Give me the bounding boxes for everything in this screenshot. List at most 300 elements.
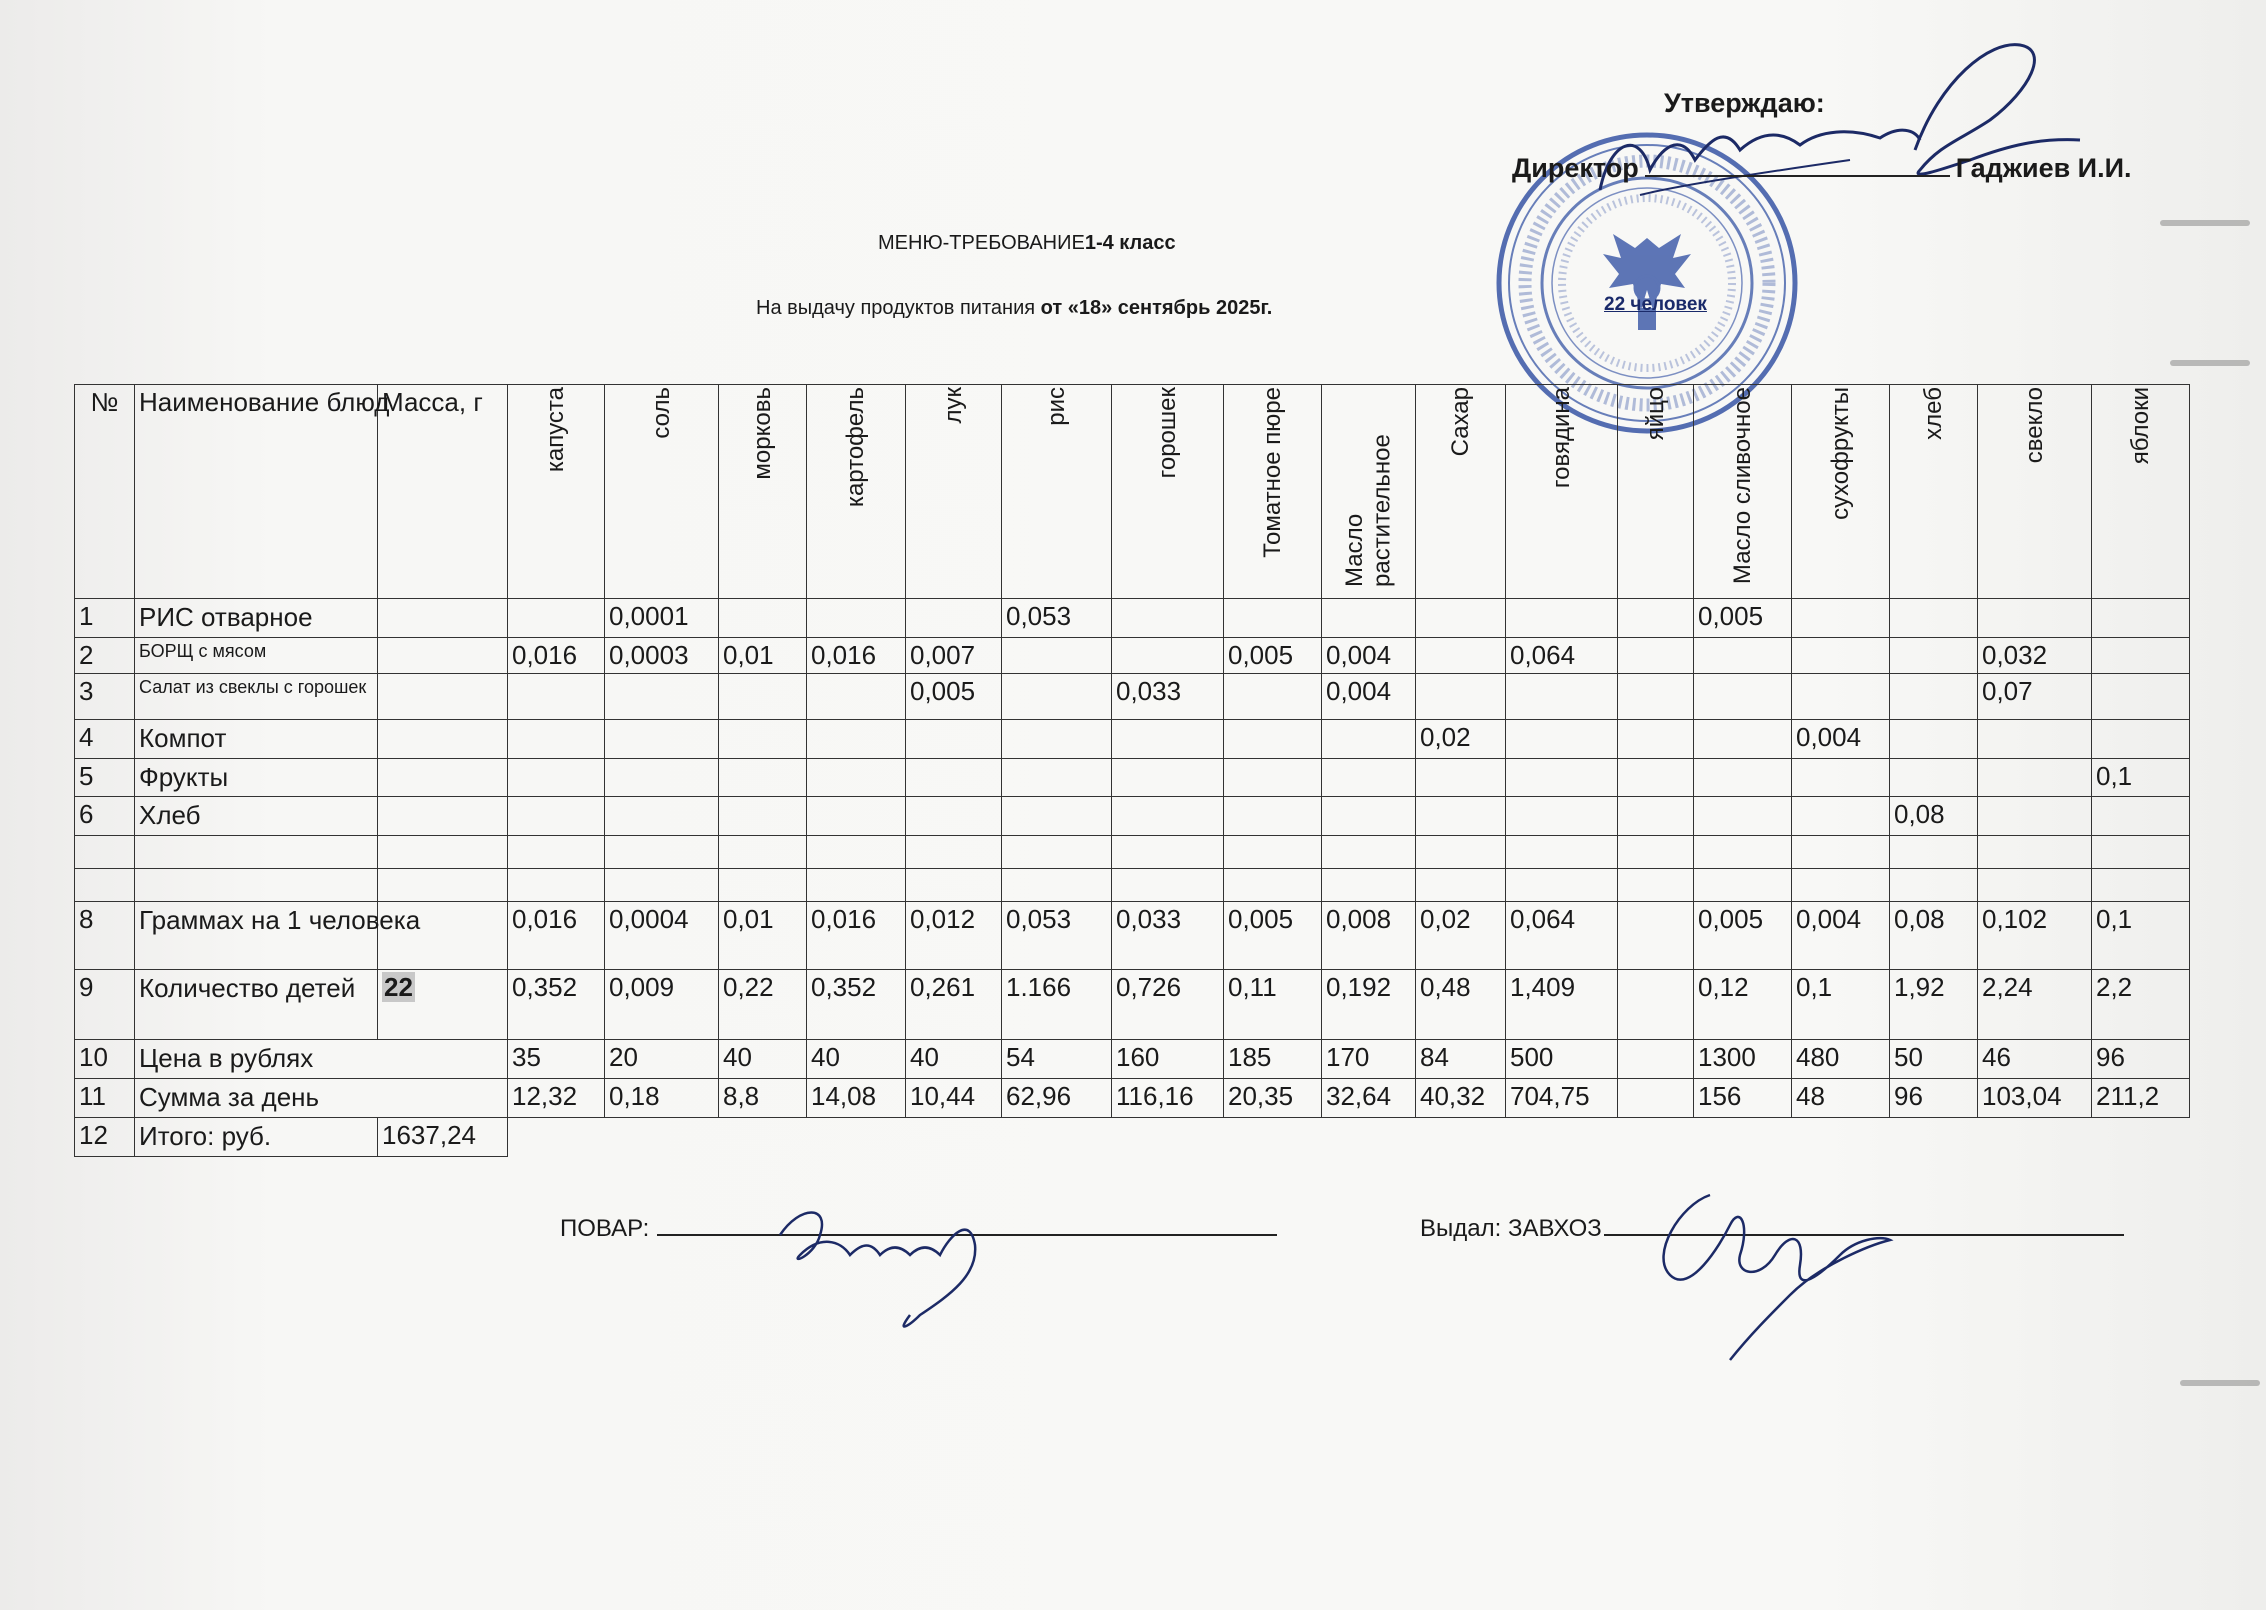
quantity-cell: [1618, 719, 1694, 758]
children-count: 22: [384, 972, 413, 1003]
quantity-cell: [1322, 758, 1416, 797]
quantity-cell: [807, 599, 906, 638]
amount-cell: 48: [1792, 1078, 1890, 1117]
quantity-cell: 0,08: [1890, 797, 1978, 836]
quantity-cell: 1.166: [1002, 970, 1112, 1040]
quantity-cell: [1694, 869, 1792, 902]
quantity-cell: [1618, 673, 1694, 719]
quantity-cell: [1694, 836, 1792, 869]
product-header-label: Томатное пюре: [1258, 387, 1286, 558]
product-header: [1224, 385, 1322, 599]
quantity-cell: [605, 673, 719, 719]
quantity-cell: 0,053: [1002, 902, 1112, 970]
product-header-label: капуста: [542, 387, 570, 473]
quantity-cell: [719, 797, 807, 836]
quantity-cell: [1322, 836, 1416, 869]
quantity-cell: [906, 836, 1002, 869]
quantity-cell: 0,064: [1506, 637, 1618, 673]
quantity-cell: [1890, 599, 1978, 638]
quantity-cell: [2092, 797, 2190, 836]
title-prefix: МЕНЮ-ТРЕБОВАНИЕ: [878, 232, 1085, 254]
quantity-cell: [1002, 673, 1112, 719]
quantity-cell: [807, 869, 906, 902]
mass-cell: [378, 673, 508, 719]
product-header: [1416, 385, 1506, 599]
row-label: Сумма за день: [135, 1078, 508, 1117]
price-row: [75, 1040, 2190, 1079]
quantity-cell: [1694, 719, 1792, 758]
quantity-cell: [1416, 637, 1506, 673]
amount-cell: 84: [1416, 1040, 1506, 1079]
mass-cell: [378, 970, 508, 1040]
amount-cell: 116,16: [1112, 1078, 1224, 1117]
quantity-cell: [1694, 673, 1792, 719]
quantity-cell: 0,07: [1978, 673, 2092, 719]
quantity-cell: [1890, 637, 1978, 673]
quantity-cell: [1890, 758, 1978, 797]
quantity-cell: [1618, 836, 1694, 869]
quantity-cell: [1792, 637, 1890, 673]
dish-name: [135, 869, 378, 902]
product-header: [1618, 385, 1694, 599]
amount-cell: 170: [1322, 1040, 1416, 1079]
table-row: [75, 758, 2190, 797]
row-number: 3: [75, 673, 135, 719]
quantity-cell: [1112, 869, 1224, 902]
people-count: 22 человек: [1604, 294, 1707, 315]
mass-cell: [378, 719, 508, 758]
product-header: [1792, 385, 1890, 599]
quantity-cell: [1506, 836, 1618, 869]
dish-name: Компот: [135, 719, 378, 758]
quantity-cell: [2092, 673, 2190, 719]
amount-cell: 1300: [1694, 1040, 1792, 1079]
scan-mark: [2180, 1380, 2260, 1386]
amount-cell: [1618, 1078, 1694, 1117]
sum-row: [75, 1078, 2190, 1117]
amount-cell: 50: [1890, 1040, 1978, 1079]
quantity-cell: 0,004: [1322, 673, 1416, 719]
amount-cell: 46: [1978, 1040, 2092, 1079]
amount-cell: 32,64: [1322, 1078, 1416, 1117]
row-number: 11: [75, 1078, 135, 1117]
quantity-cell: 0,02: [1416, 719, 1506, 758]
quantity-cell: [508, 599, 605, 638]
quantity-cell: 0,22: [719, 970, 807, 1040]
quantity-cell: [1322, 869, 1416, 902]
product-header-label: Масло растительное: [1340, 434, 1396, 587]
amount-cell: 40: [719, 1040, 807, 1079]
table-row: [75, 599, 2190, 638]
dish-name: Количество детей: [135, 970, 378, 1040]
amount-cell: 96: [2092, 1040, 2190, 1079]
quantity-cell: [2092, 599, 2190, 638]
quantity-cell: 0,005: [906, 673, 1002, 719]
total-value: 1637,24: [378, 1117, 508, 1156]
quantity-cell: 0,007: [906, 637, 1002, 673]
quantity-cell: [1322, 719, 1416, 758]
quantity-cell: [1224, 758, 1322, 797]
amount-cell: 20: [605, 1040, 719, 1079]
product-header: [1694, 385, 1792, 599]
quantity-cell: 0,01: [719, 637, 807, 673]
quantity-cell: [1002, 797, 1112, 836]
amount-cell: 40,32: [1416, 1078, 1506, 1117]
quantity-cell: [719, 599, 807, 638]
mass-cell: [378, 758, 508, 797]
quantity-cell: [1506, 719, 1618, 758]
amount-cell: 103,04: [1978, 1078, 2092, 1117]
quantity-cell: [1978, 758, 2092, 797]
quantity-cell: [2092, 836, 2190, 869]
table-row: [75, 869, 2190, 902]
quantity-cell: [1890, 673, 1978, 719]
amount-cell: 40: [906, 1040, 1002, 1079]
quantity-cell: 0,192: [1322, 970, 1416, 1040]
amount-cell: 20,35: [1224, 1078, 1322, 1117]
amount-cell: 96: [1890, 1078, 1978, 1117]
quantity-cell: [1416, 599, 1506, 638]
amount-cell: 160: [1112, 1040, 1224, 1079]
cook-signature: [770, 1195, 1000, 1345]
quantity-cell: [1224, 869, 1322, 902]
quantity-cell: [508, 797, 605, 836]
dish-name: Хлеб: [135, 797, 378, 836]
product-header: [719, 385, 807, 599]
quantity-cell: [906, 758, 1002, 797]
empty-area: [508, 1117, 2190, 1156]
quantity-cell: 0,005: [1694, 902, 1792, 970]
quantity-cell: 0,016: [508, 637, 605, 673]
quantity-cell: [1618, 637, 1694, 673]
quantity-cell: [1506, 869, 1618, 902]
dish-name: Граммах на 1 человека: [135, 902, 378, 970]
quantity-cell: 0,261: [906, 970, 1002, 1040]
director-signature-line: [1645, 155, 1950, 177]
quantity-cell: [605, 869, 719, 902]
quantity-cell: [508, 758, 605, 797]
amount-cell: 500: [1506, 1040, 1618, 1079]
quantity-cell: [1416, 836, 1506, 869]
quantity-cell: 0,726: [1112, 970, 1224, 1040]
row-number: 1: [75, 599, 135, 638]
row-number: 9: [75, 970, 135, 1040]
quantity-cell: 0,1: [1792, 970, 1890, 1040]
quantity-cell: [1112, 599, 1224, 638]
quantity-cell: [719, 758, 807, 797]
col-name-header: Наименование блюд: [135, 385, 378, 599]
document-subtitle: [756, 297, 1272, 320]
quantity-cell: [719, 673, 807, 719]
amount-cell: 211,2: [2092, 1078, 2190, 1117]
amount-cell: 8,8: [719, 1078, 807, 1117]
quantity-cell: 2,2: [2092, 970, 2190, 1040]
quantity-cell: 1,409: [1506, 970, 1618, 1040]
amount-cell: 14,08: [807, 1078, 906, 1117]
subtitle-date: от «18» сентябрь 2025г.: [1040, 297, 1273, 319]
quantity-cell: [807, 797, 906, 836]
quantity-cell: [1506, 673, 1618, 719]
quantity-cell: [1978, 836, 2092, 869]
quantity-cell: 0,016: [807, 637, 906, 673]
storekeeper-signature: [1640, 1185, 1900, 1365]
quantity-cell: [1322, 797, 1416, 836]
quantity-cell: [1224, 673, 1322, 719]
quantity-cell: [1002, 869, 1112, 902]
table-row: [75, 797, 2190, 836]
quantity-cell: [2092, 719, 2190, 758]
quantity-cell: 0,033: [1112, 902, 1224, 970]
product-header-label: рис: [1042, 387, 1070, 426]
mass-cell: [378, 637, 508, 673]
row-number: 8: [75, 902, 135, 970]
row-number: 12: [75, 1117, 135, 1156]
mass-cell: [378, 599, 508, 638]
amount-cell: 12,32: [508, 1078, 605, 1117]
quantity-cell: 0,009: [605, 970, 719, 1040]
quantity-cell: [1694, 797, 1792, 836]
scan-mark: [2160, 220, 2250, 226]
scan-mark: [2170, 360, 2250, 366]
quantity-cell: [1224, 599, 1322, 638]
product-header: [508, 385, 605, 599]
quantity-cell: [1112, 836, 1224, 869]
quantity-cell: [1506, 758, 1618, 797]
quantity-cell: [1792, 797, 1890, 836]
quantity-cell: 0,02: [1416, 902, 1506, 970]
quantity-cell: [719, 869, 807, 902]
quantity-cell: 0,1: [2092, 902, 2190, 970]
quantity-cell: [1002, 719, 1112, 758]
quantity-cell: [1506, 599, 1618, 638]
quantity-cell: 0,01: [719, 902, 807, 970]
quantity-cell: [906, 869, 1002, 902]
quantity-cell: [1618, 970, 1694, 1040]
quantity-cell: [1694, 637, 1792, 673]
quantity-cell: [1506, 797, 1618, 836]
product-header: [1112, 385, 1224, 599]
quantity-cell: 0,004: [1792, 902, 1890, 970]
quantity-cell: 0,016: [807, 902, 906, 970]
product-header: [2092, 385, 2190, 599]
product-header: [1978, 385, 2092, 599]
quantity-cell: [1890, 836, 1978, 869]
quantity-cell: 0,064: [1506, 902, 1618, 970]
product-header-label: яблоки: [2126, 387, 2154, 465]
dish-name: РИС отварное: [135, 599, 378, 638]
quantity-cell: 0,005: [1694, 599, 1792, 638]
quantity-cell: 0,032: [1978, 637, 2092, 673]
quantity-cell: [906, 599, 1002, 638]
table-row: [75, 637, 2190, 673]
product-header: [1890, 385, 1978, 599]
director-line: [1512, 153, 2132, 184]
quantity-cell: [2092, 869, 2190, 902]
quantity-cell: [508, 869, 605, 902]
director-label: Директор: [1512, 153, 1639, 183]
quantity-cell: [1978, 599, 2092, 638]
director-name: Гаджиев И.И.: [1955, 153, 2132, 183]
quantity-cell: [508, 673, 605, 719]
quantity-cell: [1224, 797, 1322, 836]
quantity-cell: [1416, 673, 1506, 719]
amount-cell: 480: [1792, 1040, 1890, 1079]
quantity-cell: 0,12: [1694, 970, 1792, 1040]
quantity-cell: [1792, 869, 1890, 902]
quantity-cell: 0,1: [2092, 758, 2190, 797]
quantity-cell: [1978, 719, 2092, 758]
product-header-label: горошек: [1153, 387, 1181, 479]
dish-name: Фрукты: [135, 758, 378, 797]
product-header-label: картофель: [842, 387, 870, 508]
quantity-cell: 0,0003: [605, 637, 719, 673]
amount-cell: 62,96: [1002, 1078, 1112, 1117]
dish-name: [135, 836, 378, 869]
approve-label: Утверждаю:: [1664, 88, 1825, 118]
amount-cell: 704,75: [1506, 1078, 1618, 1117]
cook-label: ПОВАР:: [560, 1215, 650, 1242]
quantity-cell: 2,24: [1978, 970, 2092, 1040]
product-header: [807, 385, 906, 599]
quantity-cell: 0,102: [1978, 902, 2092, 970]
product-header-label: хлеб: [1919, 387, 1947, 440]
mass-cell: [378, 797, 508, 836]
total-row: [75, 1117, 2190, 1156]
quantity-cell: 0,004: [1322, 637, 1416, 673]
dish-name: БОРЩ с мясом: [135, 637, 378, 673]
quantity-cell: 0,008: [1322, 902, 1416, 970]
row-number: 10: [75, 1040, 135, 1079]
quantity-cell: 0,11: [1224, 970, 1322, 1040]
product-header: [1322, 385, 1416, 599]
quantity-cell: [1416, 797, 1506, 836]
quantity-cell: [1112, 637, 1224, 673]
quantity-cell: [1618, 869, 1694, 902]
quantity-cell: [605, 836, 719, 869]
quantity-cell: 0,033: [1112, 673, 1224, 719]
quantity-cell: 0,004: [1792, 719, 1890, 758]
quantity-cell: 0,012: [906, 902, 1002, 970]
quantity-cell: [1224, 719, 1322, 758]
quantity-cell: [1112, 758, 1224, 797]
total-label: Итого: руб.: [135, 1117, 378, 1156]
row-number: 2: [75, 637, 135, 673]
quantity-cell: [1618, 758, 1694, 797]
quantity-cell: [1792, 673, 1890, 719]
quantity-cell: [807, 758, 906, 797]
product-header-label: сухофрукты: [1826, 387, 1854, 520]
table-row: [75, 902, 2190, 970]
product-header-label: соль: [647, 387, 675, 439]
amount-cell: 35: [508, 1040, 605, 1079]
quantity-cell: [1002, 637, 1112, 673]
product-header-label: свекло: [2020, 387, 2048, 464]
header-row: [75, 385, 2190, 599]
quantity-cell: [508, 719, 605, 758]
table-row: [75, 970, 2190, 1040]
quantity-cell: [1978, 869, 2092, 902]
quantity-cell: [1792, 599, 1890, 638]
product-header: [906, 385, 1002, 599]
product-header-label: Масло сливочное: [1728, 387, 1756, 585]
amount-cell: 185: [1224, 1040, 1322, 1079]
row-number: [75, 869, 135, 902]
quantity-cell: [1416, 758, 1506, 797]
col-number-header: №: [75, 385, 135, 599]
product-header-label: Сахар: [1446, 387, 1474, 457]
product-header-label: говядина: [1547, 387, 1575, 489]
quantity-cell: [807, 836, 906, 869]
col-mass-header: Масса, г: [378, 385, 508, 599]
quantity-cell: 0,48: [1416, 970, 1506, 1040]
mass-cell: [378, 836, 508, 869]
amount-cell: 0,18: [605, 1078, 719, 1117]
amount-cell: 10,44: [906, 1078, 1002, 1117]
quantity-cell: [807, 673, 906, 719]
quantity-cell: [605, 758, 719, 797]
quantity-cell: 0,016: [508, 902, 605, 970]
quantity-cell: [1416, 869, 1506, 902]
quantity-cell: [719, 836, 807, 869]
row-number: 4: [75, 719, 135, 758]
row-label: Цена в рублях: [135, 1040, 508, 1079]
table-row: [75, 719, 2190, 758]
quantity-cell: [1618, 797, 1694, 836]
dish-name: Салат из свеклы с горошек: [135, 673, 378, 719]
quantity-cell: [1322, 599, 1416, 638]
quantity-cell: 0,0001: [605, 599, 719, 638]
quantity-cell: [605, 719, 719, 758]
table-row: [75, 836, 2190, 869]
quantity-cell: 0,005: [1224, 637, 1322, 673]
quantity-cell: [906, 797, 1002, 836]
row-number: 5: [75, 758, 135, 797]
quantity-cell: [1618, 902, 1694, 970]
quantity-cell: [1002, 836, 1112, 869]
product-header: [1506, 385, 1618, 599]
quantity-cell: 0,08: [1890, 902, 1978, 970]
quantity-cell: [605, 797, 719, 836]
product-header-label: морковь: [748, 387, 776, 480]
quantity-cell: [1002, 758, 1112, 797]
quantity-cell: 0,0004: [605, 902, 719, 970]
quantity-cell: [1890, 719, 1978, 758]
quantity-cell: [1978, 797, 2092, 836]
quantity-cell: 0,053: [1002, 599, 1112, 638]
row-number: [75, 836, 135, 869]
amount-cell: 40: [807, 1040, 906, 1079]
quantity-cell: 0,352: [508, 970, 605, 1040]
quantity-cell: [1112, 719, 1224, 758]
quantity-cell: [1792, 836, 1890, 869]
quantity-cell: [807, 719, 906, 758]
product-header-label: лук: [939, 387, 967, 424]
product-header: [605, 385, 719, 599]
subtitle-prefix: На выдачу продуктов питания: [756, 297, 1041, 319]
document-title: [878, 232, 1176, 255]
title-class: 1-4 класс: [1084, 232, 1176, 254]
quantity-cell: [1792, 758, 1890, 797]
quantity-cell: 0,005: [1224, 902, 1322, 970]
quantity-cell: [508, 836, 605, 869]
product-header: [1002, 385, 1112, 599]
quantity-cell: [1224, 836, 1322, 869]
quantity-cell: [1890, 869, 1978, 902]
issued-label: Выдал: ЗАВХОЗ: [1420, 1215, 1602, 1242]
quantity-cell: [2092, 637, 2190, 673]
amount-cell: 54: [1002, 1040, 1112, 1079]
row-number: 6: [75, 797, 135, 836]
